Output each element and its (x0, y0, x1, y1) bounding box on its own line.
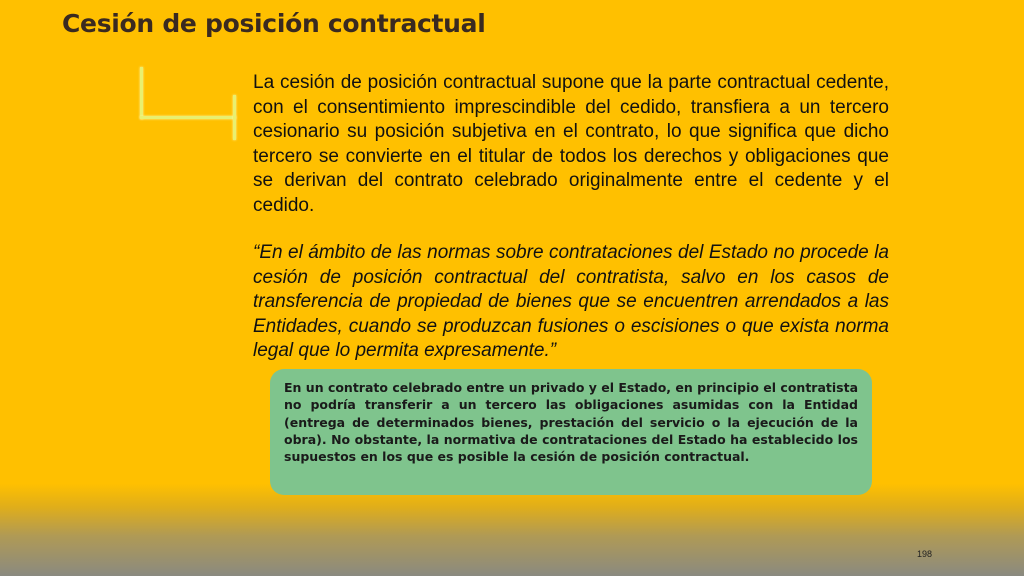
bracket-decoration-horizontal (140, 116, 236, 119)
note-box-text: En un contrato celebrado entre un privado y el Estado, en principio el contratista no podría transferir a un tercero las obligaciones asumidas con la Entidad (entrega de determinados bienes, prestación del servicio o la ejecución de la obra). No obstante, la normativa de contrataciones del Estado ha establecido los supuestos en los que es posible la cesión de posición contractual. (284, 380, 858, 465)
bracket-decoration-vertical (140, 67, 143, 119)
slide-title: Cesión de posición contractual (62, 9, 486, 38)
page-number: 198 (917, 549, 933, 559)
quote-paragraph: “En el ámbito de las normas sobre contrataciones del Estado no procede la cesión de posición contractual del contratista, salvo en los casos de transferencia de propiedad de bienes que se encuentren arrendados a las Entidades, cuando se produzcan fusiones o escisiones o que exista norma legal que lo permita expresamente.” (253, 242, 889, 361)
definition-paragraph: La cesión de posición contractual supone que la parte contractual cedente, con el consentimiento imprescindible del cedido, transfiera a un tercero cesionario su posición subjetiva en el contrato, lo que significa que dicho tercero se convierte en el titular de todos los derechos y obligaciones que se derivan del contrato celebrado originalmente entre el cedente y el cedido. (253, 72, 889, 216)
note-box (270, 369, 872, 495)
bracket-decoration-tick (233, 95, 236, 140)
